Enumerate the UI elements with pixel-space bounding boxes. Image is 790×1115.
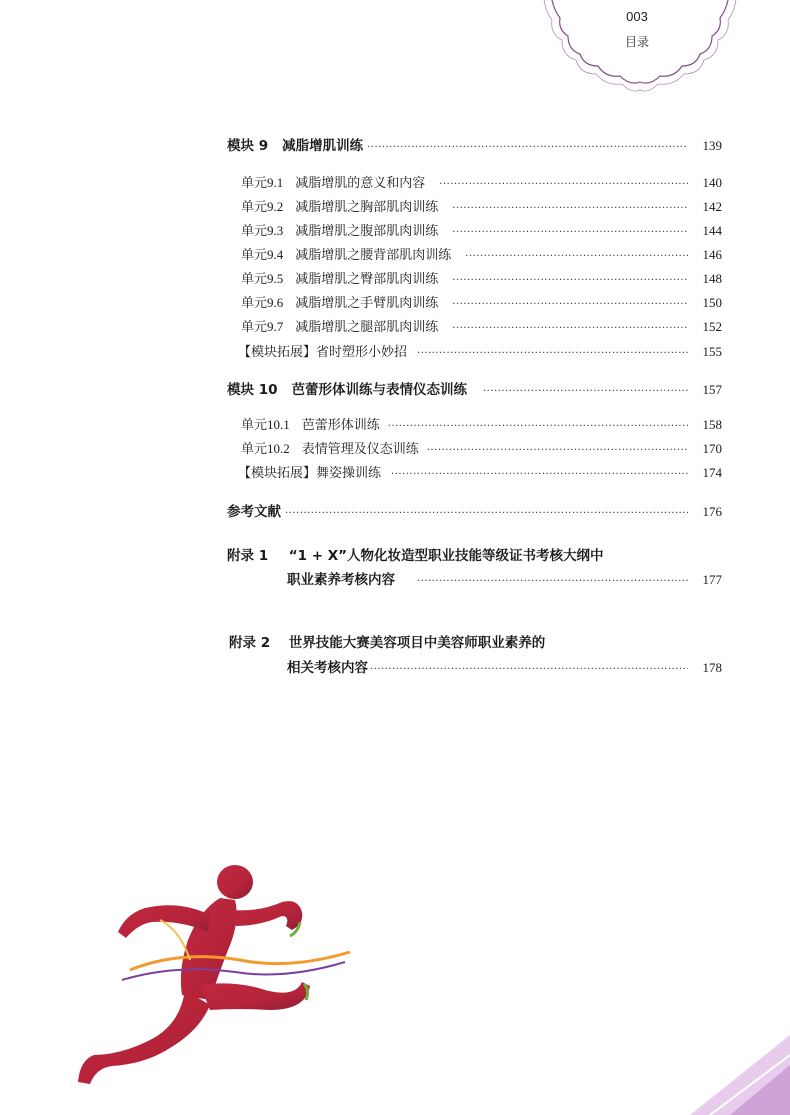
leader-dots (391, 469, 688, 480)
page-ref: 139 (702, 138, 722, 153)
unit-title: 减脂增肌之胸部肌肉训练 (295, 200, 439, 215)
page-number: 003 (626, 9, 648, 24)
page-ref: 146 (702, 247, 722, 262)
unit-prefix: 单元 (241, 200, 268, 215)
leader-dots (452, 299, 688, 310)
toc-unit-10-2[interactable] (241, 438, 722, 457)
page-ref: 140 (702, 175, 722, 190)
leader-dots (452, 275, 688, 286)
toc-unit-9-6[interactable] (241, 292, 722, 311)
unit-title: 表情管理及仪态训练 (301, 442, 419, 457)
unit-title: 减脂增肌之腿部肌肉训练 (295, 320, 439, 335)
runner-silhouette-illustration (60, 860, 360, 1100)
extension-title: 【模块拓展】舞姿操训练 (238, 466, 382, 481)
module-prefix: 模块 9 (227, 138, 269, 154)
leader-dots (452, 323, 688, 334)
toc-unit-9-2[interactable] (241, 196, 722, 215)
page-ref: 142 (702, 199, 722, 214)
toc-appendix-1[interactable] (287, 568, 722, 588)
page-ref: 144 (702, 223, 722, 238)
unit-number: 9.4 (267, 247, 284, 262)
unit-prefix: 单元 (241, 296, 268, 311)
unit-prefix: 单元 (241, 248, 268, 263)
page-ref: 158 (702, 417, 722, 432)
leader-dots (370, 664, 688, 675)
leader-dots (417, 576, 688, 587)
leader-dots (417, 348, 688, 359)
unit-title: 减脂增肌之臀部肌肉训练 (295, 272, 439, 287)
page-ref: 155 (702, 344, 722, 359)
unit-number: 9.3 (267, 223, 284, 238)
module-prefix: 模块 10 (227, 382, 278, 398)
section-title: 目录 (624, 35, 649, 49)
toc-unit-10-1[interactable] (241, 414, 722, 433)
unit-title: 减脂增肌的意义和内容 (295, 176, 426, 191)
page-ref: 150 (702, 295, 722, 310)
appendix-prefix: 附录 2 (229, 635, 271, 651)
toc-module-9[interactable] (227, 134, 722, 154)
toc-unit-9-4[interactable] (241, 244, 722, 263)
unit-title: 减脂增肌之腹部肌肉训练 (295, 224, 439, 239)
unit-prefix: 单元 (241, 418, 268, 433)
unit-number: 9.1 (267, 175, 284, 190)
unit-prefix: 单元 (241, 224, 268, 239)
references-title: 参考文献 (227, 504, 281, 520)
leader-dots (452, 227, 688, 238)
toc-unit-9-5[interactable] (241, 268, 722, 287)
leader-dots (452, 203, 688, 214)
unit-number: 9.6 (267, 295, 284, 310)
page-ref: 176 (702, 504, 722, 519)
extension-title: 【模块拓展】省时塑形小妙招 (238, 345, 408, 360)
toc-unit-9-1[interactable] (241, 172, 722, 191)
appendix-title-line2: 相关考核内容 (287, 660, 368, 676)
leader-dots (465, 251, 688, 262)
toc-appendix-2[interactable] (287, 656, 722, 676)
page-ref: 152 (702, 319, 722, 334)
leader-dots (367, 142, 688, 153)
leader-dots (285, 508, 688, 519)
appendix-title-line1: 世界技能大赛美容项目中美容师职业素养的 (288, 635, 546, 651)
leader-dots (388, 421, 688, 432)
page-ref: 157 (702, 382, 722, 397)
page-ref: 174 (702, 465, 722, 480)
unit-number: 10.1 (267, 417, 290, 432)
toc-appendix-2-heading[interactable] (229, 631, 545, 651)
unit-prefix: 单元 (241, 320, 268, 335)
unit-number: 9.2 (267, 199, 284, 214)
toc-unit-9-3[interactable] (241, 220, 722, 239)
page-ref: 148 (702, 271, 722, 286)
page-ref: 177 (702, 572, 722, 587)
leader-dots (483, 386, 688, 397)
corner-decoration (670, 1025, 790, 1115)
toc-references[interactable] (227, 500, 722, 520)
unit-prefix: 单元 (241, 442, 268, 457)
toc-unit-9-7[interactable] (241, 316, 722, 335)
unit-number: 10.2 (267, 441, 290, 456)
unit-title: 减脂增肌之手臂肌肉训练 (295, 296, 439, 311)
page-ref: 178 (702, 660, 722, 675)
toc-module-10[interactable] (227, 378, 722, 398)
module-title: 芭蕾形体训练与表情仪态训练 (291, 382, 467, 398)
toc-appendix-1-heading[interactable] (227, 544, 604, 564)
module-title: 减脂增肌训练 (282, 138, 364, 154)
unit-number: 9.7 (267, 319, 284, 334)
appendix-prefix: 附录 1 (227, 548, 269, 564)
toc-module-10-extension[interactable] (238, 462, 722, 481)
leader-dots (439, 179, 688, 190)
unit-title: 减脂增肌之腰背部肌肉训练 (295, 248, 452, 263)
unit-prefix: 单元 (241, 272, 268, 287)
unit-title: 芭蕾形体训练 (301, 418, 380, 433)
toc-module-9-extension[interactable] (238, 341, 722, 360)
leader-dots (427, 445, 688, 456)
page-ref: 170 (702, 441, 722, 456)
unit-prefix: 单元 (241, 176, 268, 191)
unit-number: 9.5 (267, 271, 284, 286)
appendix-title-line1: “1 + X”人物化妆造型职业技能等级证书考核大纲中 (288, 548, 604, 564)
appendix-title-line2: 职业素养考核内容 (287, 572, 395, 588)
